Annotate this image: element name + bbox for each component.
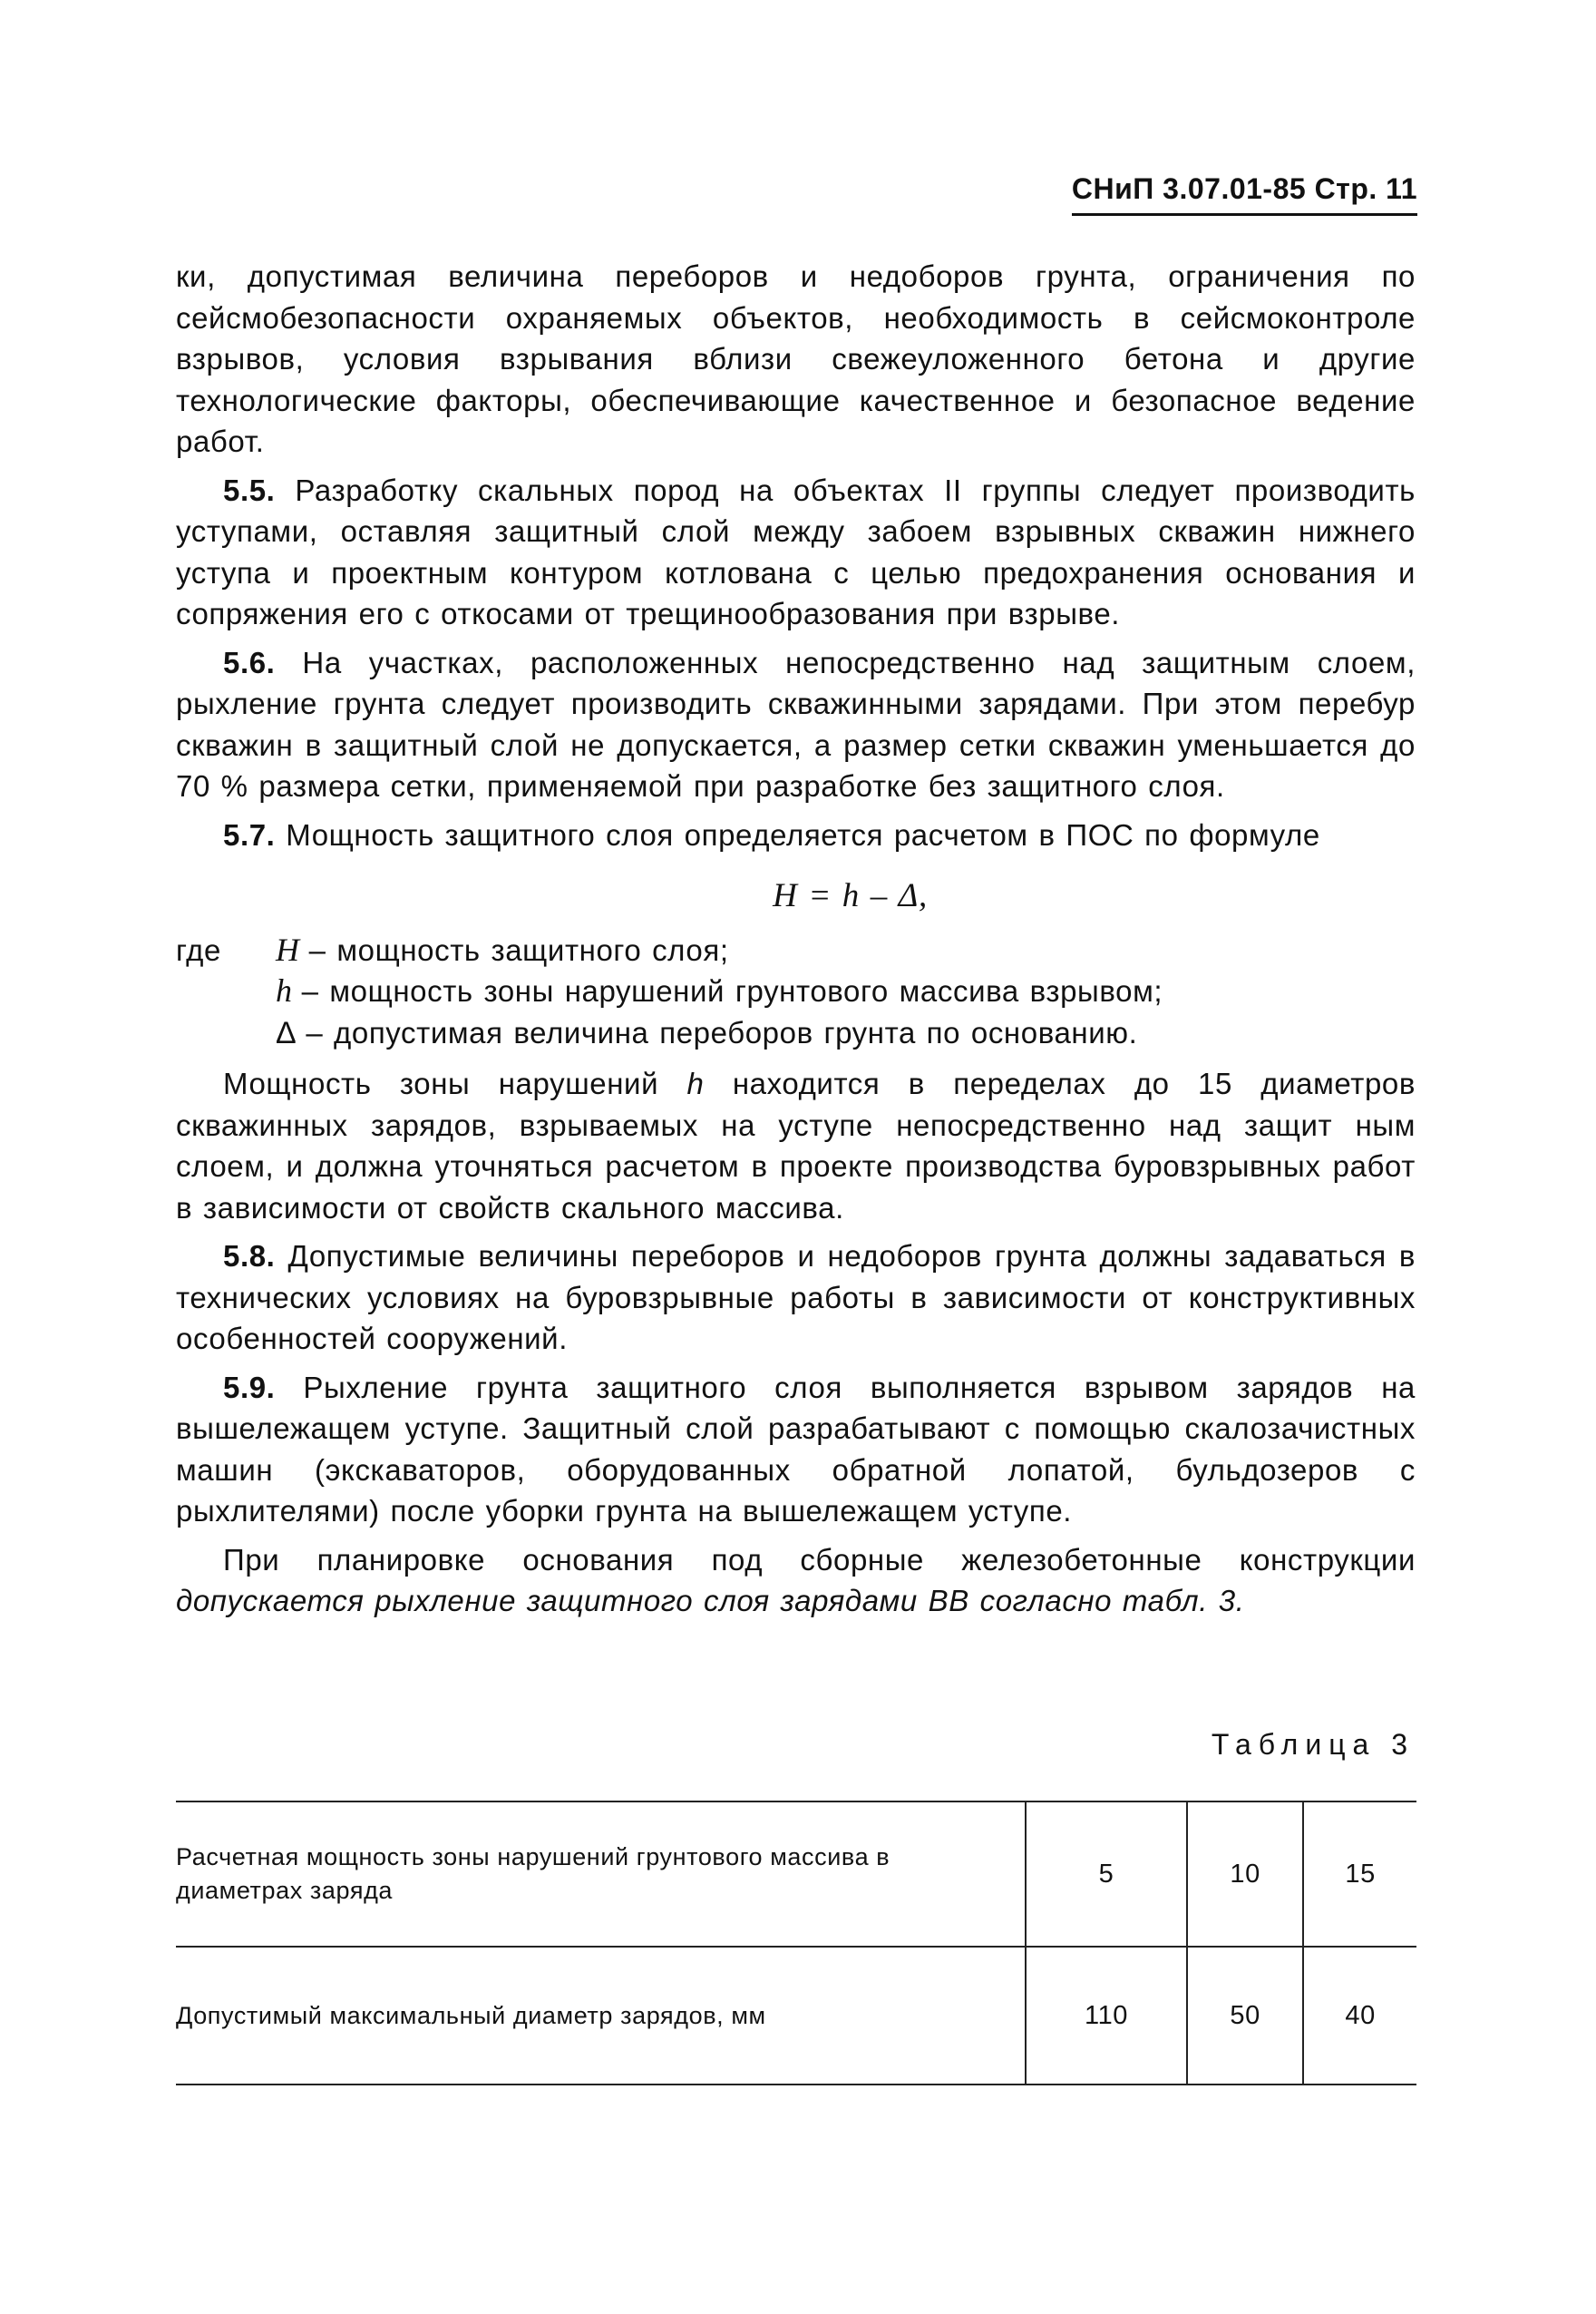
paragraph-text: Мощность защитного слоя определяется расчетом в ПОС по формуле: [286, 817, 1320, 852]
paragraph-5-7: [176, 815, 1416, 856]
definition-symbol: Δ: [276, 1015, 297, 1050]
definition-symbol: h: [276, 972, 293, 1009]
definition-text: – допустимая величина переборов грунта по основанию.: [306, 1015, 1138, 1050]
paragraph-number: 5.7.: [223, 817, 276, 852]
definition-row: [176, 1012, 1416, 1055]
formula: H = h – Δ,: [773, 877, 928, 914]
table-cell: 5: [1026, 1801, 1187, 1947]
paragraph-text-italic: допускается рыхление защитного слоя зарядами ВВ согласно табл. 3.: [176, 1584, 1245, 1617]
table-cell: 10: [1187, 1801, 1303, 1947]
paragraph-text: Мощность зоны нарушений: [223, 1067, 659, 1100]
paragraph-text: Разработку скальных пород на объектах II группы следует производить уступами, оставляя защитный слой между забоем взрывных скважин нижнего уступа и проектным контуром котлована с целью предохранения основания и сопряжения его с откосами от трещинообразования при взрыве.: [176, 473, 1416, 630]
paragraph-text: находится в переделах до 15 диаметров скважинных зарядов, взрываемых на уступе непосредственно над защит ным слоем, и должна уточняться расчетом в проекте производства буровзрывных работ в зависимости от свойств скального массива.: [176, 1067, 1416, 1225]
paragraph-text: Допустимые величины переборов и недоборов грунта должны задаваться в технических условиях на буровзрывные работы в зависимости от конструктивных особенностей сооружений.: [176, 1239, 1416, 1355]
paragraph-5-5: [176, 470, 1416, 635]
paragraph-text: При планировке основания под сборные железобетонные конструкции: [223, 1542, 1416, 1577]
paragraph-text: Рыхление грунта защитного слоя выполняется взрывом зарядов на вышележащем уступе. Защитный слой разрабатывают с помощью скалозачистных машин (экскаваторов, оборудованных обратной лопатой, бульдозеров с рыхлителями) после уборки грунта на вышележащем уступе.: [176, 1370, 1416, 1528]
table-3: [176, 1801, 1416, 2085]
definition-text: – мощность зоны нарушений грунтового массива взрывом;: [301, 974, 1163, 1008]
paragraph-planning: [176, 1539, 1416, 1622]
where-label: где: [176, 932, 221, 967]
definition-row: [176, 971, 1416, 1012]
paragraph-zone: [176, 1063, 1416, 1228]
definition-symbol: H: [276, 931, 300, 968]
paragraph-5-9: [176, 1367, 1416, 1532]
paragraph-number: 5.8.: [223, 1239, 276, 1273]
table-row: [176, 1947, 1416, 2085]
page-header: [1072, 172, 1417, 216]
data-table: [176, 1801, 1416, 2085]
definition-row: [176, 930, 1416, 971]
paragraph-number: 5.9.: [223, 1370, 276, 1404]
paragraph-continuation: ки, допустимая величина переборов и недоборов грунта, ограничения по сейсмобезопасности охраняемых объектов, необходимость в сейсмоконтроле взрывов, условия взрывания вблизи свежеуложенного бетона и другие технологические факторы, обеспечивающие качественное и безопасное ведение работ.: [176, 259, 1416, 458]
table-cell: 40: [1303, 1947, 1416, 2085]
row-label: Расчетная мощность зоны нарушений грунтового массива в диаметрах заряда: [176, 1801, 1026, 1947]
symbol-h: h: [686, 1067, 705, 1100]
definition-text: – мощность защитного слоя;: [308, 932, 729, 967]
paragraph-5-6: [176, 642, 1416, 807]
paragraph-number: 5.5.: [223, 473, 276, 507]
formula-definitions: [176, 930, 1416, 1055]
table-cell: 110: [1026, 1947, 1187, 2085]
paragraph-text: На участках, расположенных непосредственно над защитным слоем, рыхление грунта следует производить скважинными зарядами. При этом перебур скважин в защитный слой не допускается, а размер сетки скважин уменьшается до 70 % размера сетки, применяемой при разработке без защитного слоя.: [176, 645, 1416, 803]
table-caption: Таблица 3: [1211, 1728, 1415, 1761]
table-row: [176, 1801, 1416, 1947]
row-label: Допустимый максимальный диаметр зарядов, мм: [176, 1947, 1026, 2085]
paragraph-number: 5.6.: [223, 645, 276, 679]
document-body: [176, 256, 1416, 1629]
paragraph-5-8: [176, 1235, 1416, 1360]
table-cell: 50: [1187, 1947, 1303, 2085]
table-cell: 15: [1303, 1801, 1416, 1947]
doc-code: СНиП 3.07.01-85 Стр. 11: [1071, 172, 1417, 205]
